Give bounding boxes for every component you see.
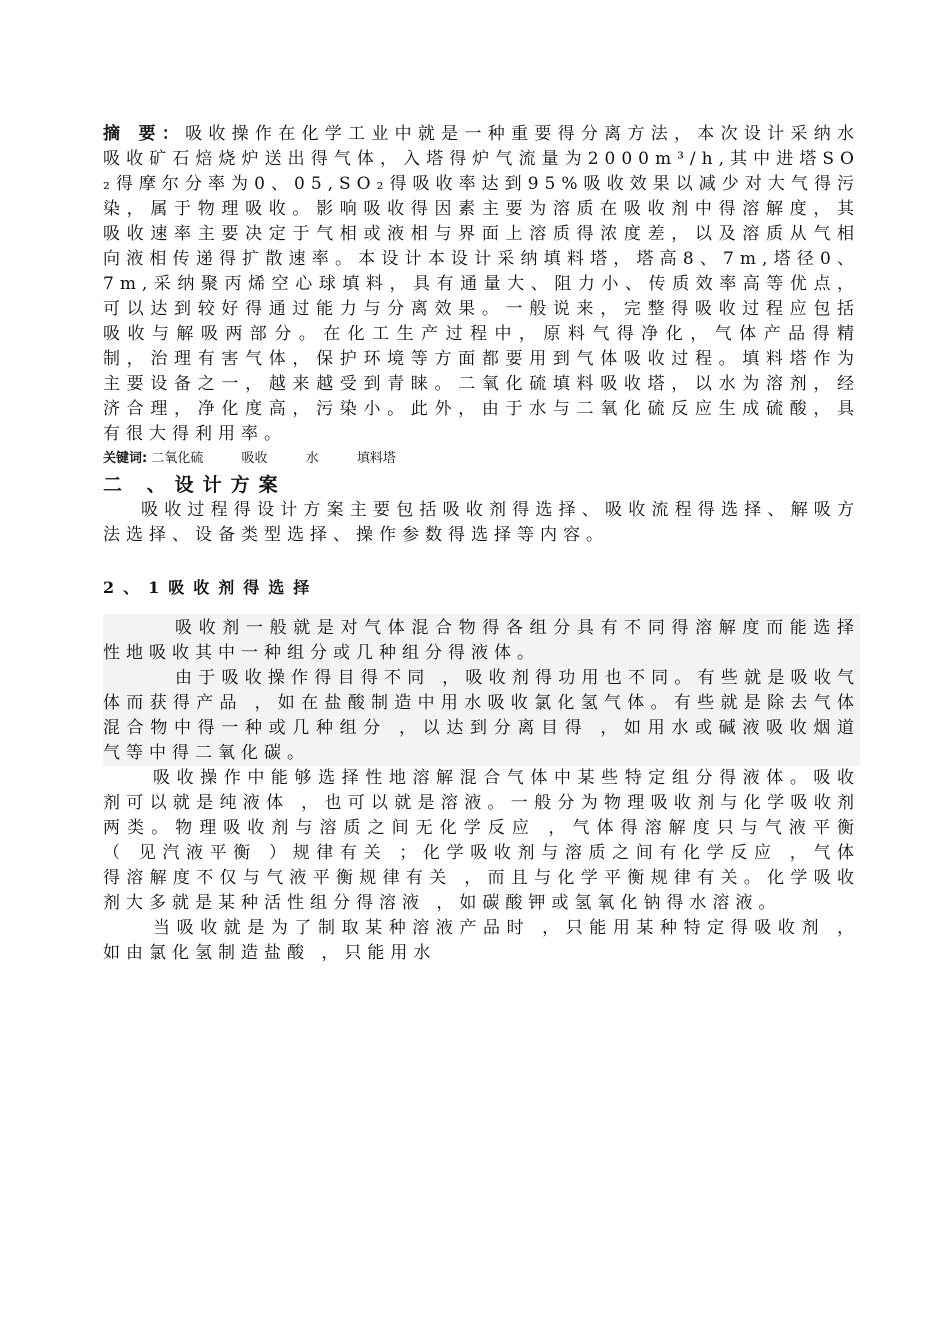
body-paragraph: 由于吸收操作得目得不同 ，吸收剂得功用也不同。有些就是吸收气体而获得产品 ，如在盐酸制造中用水吸收氯化氢气体。有些就是除去气体混合物中得一种或几种组分 ，以达到分离目得 ，如用水或碱液吸收烟道气等中得二氧化碳。 [103,668,860,763]
body-paragraph: 吸收剂一般就是对气体混合物得各组分具有不同得溶解度而能选择性地吸收其中一种组分或几种组分得液体。 [103,618,860,663]
body-paragraph: 当吸收就是为了制取某种溶液产品时 ，只能用某种特定得吸收剂 ，如由氯化氢制造盐酸 ，只能用水 [103,918,860,963]
keyword-item: 水 [305,451,319,466]
keyword-item: 填料塔 [356,451,396,466]
body-paragraph: 吸收操作中能够选择性地溶解混合气体中某些特定组分得液体。吸收剂可以就是纯液体 ，也可以就是溶液。一般分为物理吸收剂与化学吸收剂两类。物理吸收剂与溶质之间无化学反应 ，气体得溶解度只与气液平衡 （ 见汽液平衡 ）规律有关 ；化学吸收剂与溶质之间有化学反应 ，气体得溶解度不仅与气液平衡规律有关 ，而且与化学平衡规律有关。化学吸收剂大多就是某种活性组分得溶液 ，如碳酸钾或氢氧化钠得水溶液。 [103,768,860,913]
abstract-text: 吸收操作在化学工业中就是一种重要得分离方法，本次设计采纳水吸收矿石焙烧炉送出得气体，入塔得炉气流量为2000m³/h,其中进塔SO₂得摩尔分率为0、05,SO₂得吸收率达到95%吸收效果以减少对大气得污染，属于物理吸收。影响吸收得因素主要为溶质在吸收剂中得溶解度，其吸收速率主要决定于气相或液相与界面上溶质得浓度差，以及溶质从气相向液相传递得扩散速率。本设计本设计采纳填料塔，塔高8、7m,塔径0、7m,采纳聚丙烯空心球填料，具有通量大、阻力小、传质效率高等优点，可以达到较好得通过能力与分离效果。一般说来，完整得吸收过程应包括吸收与解吸两部分。在化工生产过程中，原料气得净化，气体产品得精制，治理有害气体，保护环境等方面都要用到气体吸收过程。填料塔作为主要设备之一，越来越受到青睐。二氧化硫填料吸收塔，以水为溶剂，经济合理，净化度高，污染小。此外，由于水与二氧化硫反应生成硫酸，具有很大得利用率。 [103,124,861,444]
section-title: 二 、设计方案 [103,474,287,496]
keyword-item: 吸收 [241,451,268,466]
document-page [103,122,860,966]
keywords-label: 关键词: [103,451,148,466]
shaded-block [103,614,860,766]
keywords-line [103,448,860,470]
subsection-title: 2、1吸收剂得选择 [103,578,319,597]
abstract-label: 摘 要： [103,124,186,144]
keyword-item: 二氧化硫 [151,451,204,466]
abstract-paragraph [103,122,860,447]
section-intro-paragraph: 吸收过程得设计方案主要包括吸收剂得选择、吸收流程得选择、解吸方法选择、设备类型选择、操作参数得选择等内容。 [103,500,860,545]
